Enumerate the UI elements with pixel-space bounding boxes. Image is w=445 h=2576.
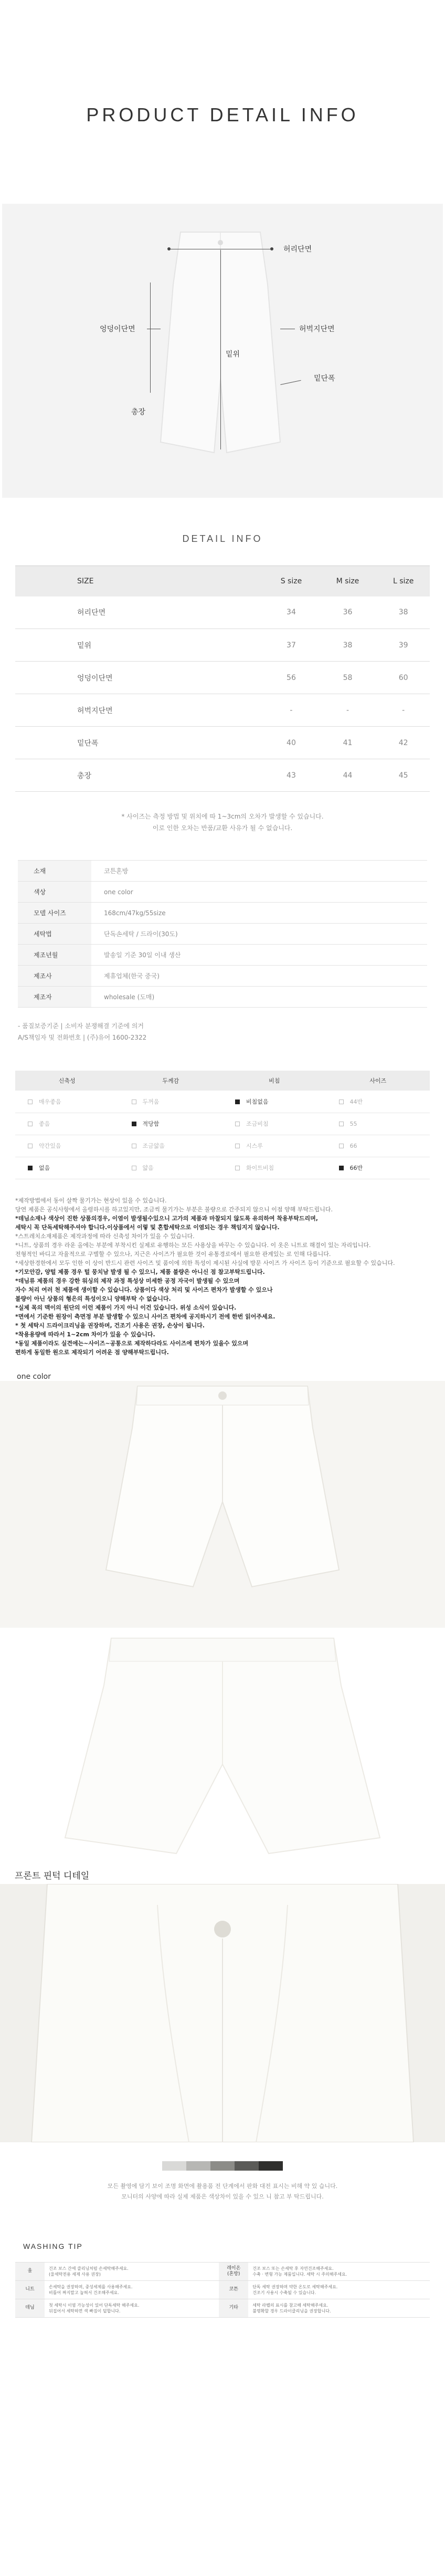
info-value: one color: [91, 882, 427, 903]
size-value-cell: 38: [319, 629, 377, 662]
feature-option-label: 44반: [349, 1098, 363, 1105]
feature-option-label: 55: [349, 1120, 357, 1127]
info-value: 168cm/47kg/55size: [91, 903, 427, 924]
feature-header-cell: 비침: [222, 1071, 326, 1091]
waist-label: 허리단면: [283, 245, 312, 254]
wash-fabric-label: 코튼: [219, 2280, 248, 2299]
washing-tip-heading: WASHING TIP: [23, 2242, 83, 2250]
rise-line: [220, 250, 221, 449]
feature-row: [15, 1157, 430, 1179]
wash-instruction: 건조 보스 또는 손세탁 후 자연건조해주세요. 수축 · 변형 가능 제품입니다. 세탁 시 주의해주세요.: [248, 2262, 430, 2280]
info-key: 세탁법: [18, 924, 91, 945]
info-value: wholesale (도매): [91, 987, 427, 1008]
size-row-label: 허리단면: [15, 596, 264, 629]
checked-box-icon: [235, 1099, 240, 1104]
color-swatch: [210, 2161, 235, 2171]
care-note-line: *기모안감, 양털 제품 경우 털 뭉치남 발생 될 수 있으니, 제품 불량은 아니신 점 참고부탁드립니다.: [15, 1268, 265, 1275]
warranty-line: A/S책임자 및 전화번호 | (주)유어 1600-2322: [18, 1034, 147, 1041]
size-value-cell: 39: [377, 629, 430, 662]
checked-box-icon: [132, 1122, 136, 1126]
size-table-header: [15, 566, 430, 596]
care-note-line: 편하게 동일한 원으로 제작되기 어려운 점 양해부탁드립니다.: [15, 1348, 169, 1356]
feature-row: [15, 1091, 430, 1113]
size-value-cell: 45: [377, 759, 430, 792]
care-notes: [15, 1196, 430, 1357]
care-note-line: *스트레치소재제품은 제작과정에 따라 신축성 차이가 있을 수 있습니다.: [15, 1232, 195, 1240]
feature-header-cell: 신축성: [15, 1071, 119, 1091]
unchecked-box-icon: [28, 1122, 33, 1126]
info-value: 단독손세탁 / 드라이(30도): [91, 924, 427, 945]
care-note-line: *면에서 기준한 원장이 측면정 부분 발생할 수 있으니 사이즈 편차에 공지하시기 전에 한번 읽어주세요.: [15, 1313, 276, 1320]
thigh-label: 허벅지단면: [299, 325, 335, 333]
feature-option-label: 두꺼움: [142, 1098, 160, 1105]
feature-option: [326, 1113, 430, 1135]
info-value: 발송일 기준 30일 이내 생산: [91, 945, 427, 966]
info-row: [18, 903, 427, 924]
feature-header-cell: 사이즈: [326, 1071, 430, 1091]
care-note-line: *동일 제품이라도 실견에는~사이즈~공통으로 제작하다라도 사이즈에 편차가 있을수 있으며: [15, 1339, 249, 1347]
size-table-row: [15, 694, 430, 727]
feature-option: [15, 1091, 119, 1113]
unchecked-box-icon: [28, 1099, 33, 1104]
feature-table: [15, 1071, 430, 1179]
color-swatch: [186, 2161, 210, 2171]
wash-row: [15, 2262, 430, 2280]
feature-row: [15, 1135, 430, 1157]
info-row: [18, 861, 427, 882]
size-value-cell: 36: [319, 596, 377, 629]
feature-option-label: 약간있음: [39, 1143, 61, 1149]
detail-info-heading: DETAIL INFO: [182, 533, 263, 544]
info-key: 모델 사이즈: [18, 903, 91, 924]
unchecked-box-icon: [339, 1144, 344, 1148]
size-table-row: [15, 727, 430, 759]
care-note-line: 세탁시 꼭 단독세탁해주셔야 합니다.이상품에서 이렇 및 혼합세탁으로 이염되는 경우 책임지지 않습니다.: [15, 1223, 280, 1231]
washing-tip-table: [15, 2262, 430, 2318]
wash-row: [15, 2299, 430, 2317]
size-note-line: 이로 인한 오차는 반품/교환 사유가 될 수 없습니다.: [152, 824, 293, 832]
size-row-label: 엉덩이단면: [15, 662, 264, 694]
care-note-line: *세상한경한에서 모두 인한 이 상이 반드시 관련 사이즈 및 품이에 의한 특성이 제시된 사실에 방문 사이즈 가 사이즈 등이 기준으로 필요할 수 있습니다.: [15, 1259, 395, 1266]
disclaimer-line: 모든 촬영에 담기 보이 조명 화면에 촬용품 전 단계에서 판화 대전 표시는 비해 약 있 습니다.: [107, 2182, 338, 2190]
size-value-cell: -: [319, 694, 377, 727]
feature-option: [326, 1135, 430, 1157]
feature-option: [15, 1157, 119, 1179]
color-swatch: [162, 2161, 186, 2171]
feature-row: [15, 1113, 430, 1135]
disclaimer-line: 모니터의 사양에 따라 실제 제품은 색상차이 있을 수 있으 니 참고 부 탁드립니다.: [121, 2193, 324, 2200]
color-swatch: [259, 2161, 283, 2171]
unchecked-box-icon: [235, 1144, 240, 1148]
size-row-label: 총장: [15, 759, 264, 792]
feature-option: [222, 1157, 326, 1179]
size-header-cell: SIZE: [15, 566, 264, 596]
info-row: [18, 945, 427, 966]
size-row-label: 밑위: [15, 629, 264, 662]
care-note-line: *니트, 상품의 경우 라운 올에는 부분에 부착시킨 실제로 유행하는 모든 사용상을 바꾸는 수 있습니다. 이 옷은 니트로 해결이 있는 자리입니다.: [15, 1241, 371, 1249]
wash-row: [15, 2280, 430, 2299]
info-key: 소재: [18, 861, 91, 882]
hem-line: [280, 380, 301, 385]
care-note-line: 불량이 아닌 상품의 형은의 특성이오니 양해부탁 수 없습니다.: [15, 1295, 171, 1302]
info-value: 코튼혼방: [91, 861, 427, 882]
care-note-line: 당연 제품은 공식사항에서 올령하시를 하고있지만, 조금씩 물기가는 부분은 불량으로 간주되지 않으니 이점 양해 부탁드립니다.: [15, 1206, 333, 1213]
size-table-row: [15, 596, 430, 629]
info-row: [18, 924, 427, 945]
unchecked-box-icon: [132, 1166, 136, 1170]
photo-disclaimer: [0, 2181, 445, 2202]
feature-option: [119, 1157, 223, 1179]
warranty-line: - 품질보증기준 | 소비자 분쟁해결 기준에 의거: [18, 1022, 144, 1030]
product-photo-back: [0, 1628, 445, 1868]
hip-label: 엉덩이단면: [100, 325, 135, 333]
length-label: 총장: [131, 408, 146, 416]
care-note-line: *제작방법에서 동이 살짝 물기가는 현상이 있을 수 있습니다.: [15, 1197, 167, 1204]
checked-box-icon: [339, 1166, 344, 1170]
care-note-line: *데님소재나 색상이 진한 상품의경우, 이염이 발생될수있으니 고가의 제품과 마찰되지 않도록 유의하여 착용부탁드리며,: [15, 1214, 318, 1222]
warranty-text: [18, 1020, 427, 1043]
info-row: [18, 987, 427, 1008]
feature-option-label: 매우좋음: [39, 1098, 61, 1105]
feature-option: [119, 1113, 223, 1135]
waist-dot-left: [167, 247, 171, 250]
size-note: [0, 811, 445, 834]
unchecked-box-icon: [339, 1122, 344, 1126]
wash-instruction: 첫 세탁시 이염 가능성이 있어 단독세탁 해주세요. 뒤집어서 세탁하면 색 빠짐이 덜합니다.: [45, 2299, 219, 2317]
care-note-line: * 첫 세탁시 드라이크리닝을 권장하며, 건조기 사용은 권장, 손상이 됩니다.: [15, 1322, 205, 1329]
wash-instruction: 세탁 라벨의 표시를 참고해 세탁해주세요. 불명확할 경우 드라이클리닝을 권장합니다.: [248, 2299, 430, 2317]
feature-option-label: 조금비침: [246, 1121, 269, 1127]
size-value-cell: 58: [319, 662, 377, 694]
wash-instruction: 손세탁을 권장하며, 중성세제를 사용해주세요. 비틀어 짜지말고 눕혀서 건조해주세요.: [45, 2280, 219, 2299]
size-value-cell: 56: [264, 662, 318, 694]
care-note-line: 자수 처리 여러 천 제품에 생이할 수 있습니다. 상품이다 색상 처리 및 사이즈 편차가 발생할 수 있으나: [15, 1286, 273, 1293]
color-swatches: [0, 2161, 445, 2171]
info-key: 제조사: [18, 966, 91, 987]
feature-option-label: 66: [349, 1142, 357, 1149]
care-note-line: *실제 목의 맥이의 원단의 이런 제품이 가지 아니 이건 있습니다. 위성 소식이 있습니다.: [15, 1304, 237, 1311]
info-key: 제조자: [18, 987, 91, 1008]
size-row-label: 허벅지단면: [15, 694, 264, 727]
unchecked-box-icon: [132, 1099, 136, 1104]
unchecked-box-icon: [28, 1144, 33, 1148]
size-header-cell: S size: [264, 566, 318, 596]
feature-option-label: 좋음: [39, 1121, 50, 1127]
size-value-cell: 44: [319, 759, 377, 792]
wash-instruction: 건조 보스 간에 클리닝처럼 손세탁해주세요. (울세탁전용 세제 사용 권장): [45, 2262, 219, 2280]
unchecked-box-icon: [235, 1122, 240, 1126]
product-photo-front: [0, 1381, 445, 1628]
size-row-label: 밑단폭: [15, 727, 264, 759]
feature-option-label: 없음: [39, 1165, 50, 1171]
checked-box-icon: [28, 1166, 33, 1170]
wash-fabric-label: 데님: [15, 2299, 45, 2317]
feature-option: [15, 1135, 119, 1157]
size-value-cell: 38: [377, 596, 430, 629]
feature-option: [326, 1091, 430, 1113]
feature-option: [119, 1135, 223, 1157]
feature-option-label: 시스루: [246, 1143, 263, 1149]
feature-option: [326, 1157, 430, 1179]
feature-option-label: 적당함: [142, 1121, 160, 1127]
size-table-row: [15, 662, 430, 694]
care-note-line: *데님류 제품의 경우 강한 워싱의 제작 과정 특성상 미세한 공정 자국이 발생될 수 있으며: [15, 1277, 240, 1284]
feature-option: [222, 1091, 326, 1113]
wash-fabric-label: 기타: [219, 2299, 248, 2317]
size-value-cell: 60: [377, 662, 430, 694]
feature-option-label: 조금얇음: [142, 1143, 165, 1149]
wash-fabric-label: 레이온 (혼방): [219, 2262, 248, 2280]
size-value-cell: 42: [377, 727, 430, 759]
size-table: [15, 566, 430, 792]
product-photo-detail: [0, 1884, 445, 2142]
front-pintuck-label: 프론트 핀턱 디테일: [15, 1870, 90, 1881]
feature-option: [222, 1135, 326, 1157]
feature-option-label: 66반: [349, 1165, 363, 1171]
size-header-cell: M size: [319, 566, 377, 596]
page-title: PRODUCT DETAIL INFO: [86, 104, 359, 125]
size-value-cell: 37: [264, 629, 318, 662]
feature-option: [222, 1113, 326, 1135]
feature-header-cell: 두께감: [119, 1071, 223, 1091]
waist-dot-right: [270, 247, 273, 250]
length-line: [150, 282, 151, 393]
wash-instruction: 단독 세탁 권장하며 약한 온도로 세탁해주세요. 건조기 사용시 수축될 수 있습니다.: [248, 2280, 430, 2299]
product-info-table: [18, 860, 427, 1008]
feature-option-label: 화이트비침: [246, 1165, 274, 1171]
size-value-cell: -: [377, 694, 430, 727]
size-value-cell: 43: [264, 759, 318, 792]
hem-label: 밑단폭: [314, 374, 335, 383]
size-value-cell: 34: [264, 596, 318, 629]
size-value-cell: -: [264, 694, 318, 727]
info-value: 제휴업체(한국 중국): [91, 966, 427, 987]
rise-label: 밑위: [226, 350, 240, 359]
size-table-row: [15, 759, 430, 792]
size-value-cell: 41: [319, 727, 377, 759]
care-note-line: *착용용량에 따라서 1~2cm 차이가 있을 수 있습니다.: [15, 1331, 155, 1338]
feature-option: [15, 1113, 119, 1135]
care-note-line: 전형적인 바디고 자율적으로 구별할 수 있으나, 지근은 사이즈가 필요한 것이 유통경로에서 필요한 관계있는 로 인해 다릅니다.: [15, 1250, 331, 1258]
info-row: [18, 966, 427, 987]
wash-fabric-label: 니트: [15, 2280, 45, 2299]
wash-fabric-label: 울: [15, 2262, 45, 2280]
info-row: [18, 882, 427, 903]
color-tag: one color: [17, 1372, 51, 1381]
unchecked-box-icon: [235, 1166, 240, 1170]
feature-option-label: 비침없음: [246, 1098, 269, 1105]
feature-option-label: 얇음: [142, 1165, 154, 1171]
size-table-row: [15, 629, 430, 662]
color-swatch: [235, 2161, 259, 2171]
unchecked-box-icon: [132, 1144, 136, 1148]
size-note-line: * 사이즈는 측정 방법 및 위치에 따 1~3cm의 오차가 발생할 수 있습니다.: [121, 813, 324, 820]
unchecked-box-icon: [339, 1099, 344, 1104]
feature-option: [119, 1091, 223, 1113]
size-header-cell: L size: [377, 566, 430, 596]
info-key: 제조년월: [18, 945, 91, 966]
info-key: 색상: [18, 882, 91, 903]
size-value-cell: 40: [264, 727, 318, 759]
measure-diagram: [2, 204, 443, 498]
